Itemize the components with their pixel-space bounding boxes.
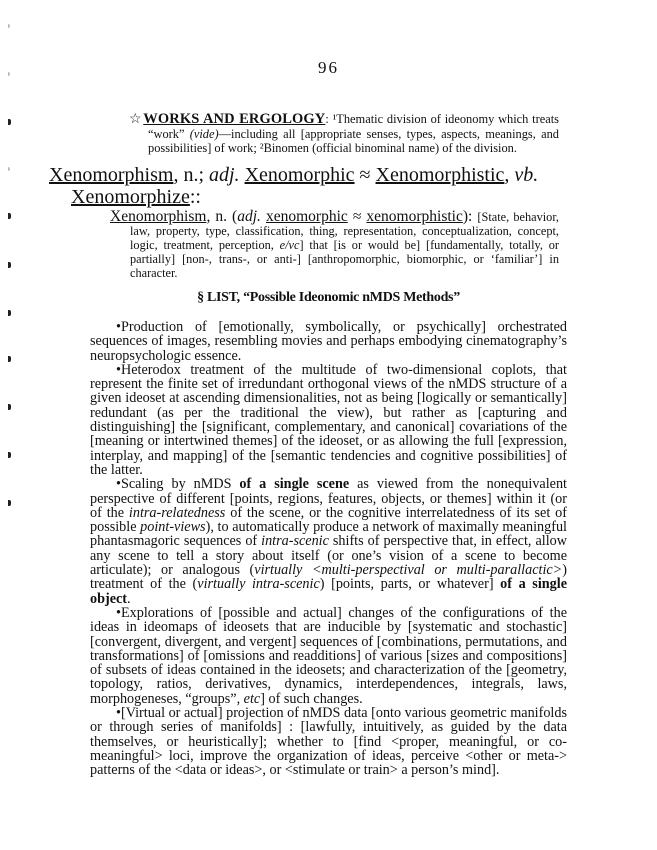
definition-text: ] that [is or would be] [fundamentally, totally, or partially] [non-, trans-, or anti-] [anthropomorphic, biomorphic, or ‘familiar’] in character.	[130, 238, 559, 280]
item-text: shifts of perspective that, in effect, allow any scene to tell a story about itself (or one’s vision of a scene to become articulate); or analogous (	[90, 533, 567, 579]
division-colon: :	[325, 112, 329, 126]
division-text: ¹Thematic division of ideonomy which treats “work”	[148, 112, 559, 142]
headword-end: ::	[189, 186, 201, 208]
part-of-speech: , n.;	[173, 164, 209, 186]
list-item	[90, 477, 567, 606]
list-item: •Production of [emotionally, symbolically, or psychically] orchestrated sequences of images, resembling movies and perhaps embodying cinematography’s neuropsychologic essence.	[90, 319, 567, 364]
item-italic: intra-scenic	[261, 533, 329, 550]
list-body	[90, 320, 567, 778]
approx-sign: ≈	[347, 208, 367, 225]
vb-label: vb.	[514, 164, 539, 186]
headword-noun: Xenomorphism	[49, 164, 174, 186]
margin-mark	[8, 310, 11, 316]
definition-close: ):	[462, 208, 478, 225]
item-text: •Explorations of [possible and actual] changes of the configurations of the ideas in ideomaps of ideosets that are inducible by [systematic and stochastic] [convergent, divergent, and vergent] sequences of [combinations, permutations, and transformations] of [omissions and readditions] of various [sizes and compositions] of subsets of ideas contained in the ideosets; and characterization of the [geometry, topology, ratios, derivatives, dynamics, interdependences, integrals, laws, morphogeneses, “groups”,	[90, 604, 567, 707]
item-text: as viewed from the nonequivalent perspective of different [points, regions, features, objects, or themes] within it (or of the	[90, 476, 567, 521]
item-text: ) treatment of the (	[90, 562, 567, 593]
headword-line	[49, 164, 569, 208]
list-item: •Heterodox treatment of the multitude of two-dimensional coplots, that represent the finite set of irredundant orthogonal views of the nMDS structure of a given ideoset at ascending dimensionalities, not as being [logically or semantically] redundant (as per the traditional the view), but rather as [capturing and distinguishing] the [significant, complementary, and canonical] covariations of the [meaning or intertwined themes] of the ideoset, or as allowing the full [expression, interplay, and mapping] of the [semantic tendencies and cognitive possibilities] of the latter.	[90, 361, 567, 478]
definition-adj: xenomorphic	[265, 208, 348, 225]
item-italic: intra-relatedness	[128, 504, 226, 521]
item-italic: virtually intra-scenic	[197, 576, 320, 593]
definition-entry	[110, 210, 559, 280]
item-text: ] of such changes.	[260, 690, 363, 707]
headword-adjective-alt: Xenomorphistic	[375, 164, 505, 186]
margin-mark	[8, 356, 11, 362]
division-entry	[129, 112, 559, 156]
headword-verb: Xenomorphize	[71, 186, 190, 208]
margin-mark	[8, 119, 11, 125]
adj-label: adj.	[209, 164, 240, 186]
star-outline-icon: ☆	[129, 112, 143, 127]
vide-reference: (vide)	[189, 127, 219, 142]
item-text: ) [points, parts, or whatever]	[319, 576, 501, 593]
margin-mark	[8, 500, 11, 506]
definition-term: Xenomorphism	[110, 208, 207, 225]
division-text: —including all [appropriate senses, types, aspects, meanings, and possibilities] of work; ²Binomen (official binominal name) of the division.	[148, 127, 559, 156]
definition-text: [State, behavior, law, property, type, classification, thing, representation, conceptualization, concept, logic, treatment, perception,	[130, 210, 560, 252]
margin-mark	[8, 404, 11, 410]
headword-adjective: Xenomorphic	[244, 164, 355, 186]
item-text: ), to automatically produce a network of maximally meaningful phantasmagoric sequences of	[90, 519, 567, 550]
definition-adj-alt: xenomorphistic	[366, 208, 463, 225]
item-italic: virtually <multi-perspectival or multi-parallactic>	[254, 562, 563, 579]
margin-mark	[8, 262, 11, 268]
list-heading: § LIST, “Possible Ideonomic nMDS Methods”	[197, 290, 460, 305]
page-number: 96	[318, 58, 339, 77]
item-text: •Scaling by nMDS	[116, 476, 240, 493]
list-item: •[Virtual or actual] projection of nMDS data [onto various geometric manifolds or through series of manifolds] : [lawfully, intuitively, as guided by the data themselves, or heuristically]; whether to [find <proper, meaningful, or co-meaningful> loci, improve the organization of ideas, perceive <other or meta-> patterns of the <data or ideas>, or <stimulate or train> a person’s mind].	[90, 705, 567, 779]
item-emphasis: of a single scene	[239, 476, 350, 493]
etc-abbrev: e/vc	[279, 238, 300, 252]
adj-label: adj.	[237, 208, 261, 225]
item-italic: point-views	[140, 519, 206, 536]
item-text: of the scene, or the cognitive interrelatedness of its set of possible	[90, 504, 567, 536]
list-item	[90, 606, 567, 706]
item-italic: etc	[243, 690, 261, 707]
approx-sign: ≈	[354, 164, 376, 186]
item-text: .	[127, 590, 131, 607]
division-title: WORKS AND ERGOLOGY	[143, 111, 326, 127]
margin-mark	[8, 452, 11, 458]
margin-mark	[8, 167, 10, 171]
margin-mark	[8, 213, 11, 219]
definition-pos: , n. (	[206, 208, 238, 225]
separator: ,	[504, 164, 515, 186]
item-emphasis: of a single object	[90, 576, 567, 607]
margin-mark	[8, 24, 10, 28]
